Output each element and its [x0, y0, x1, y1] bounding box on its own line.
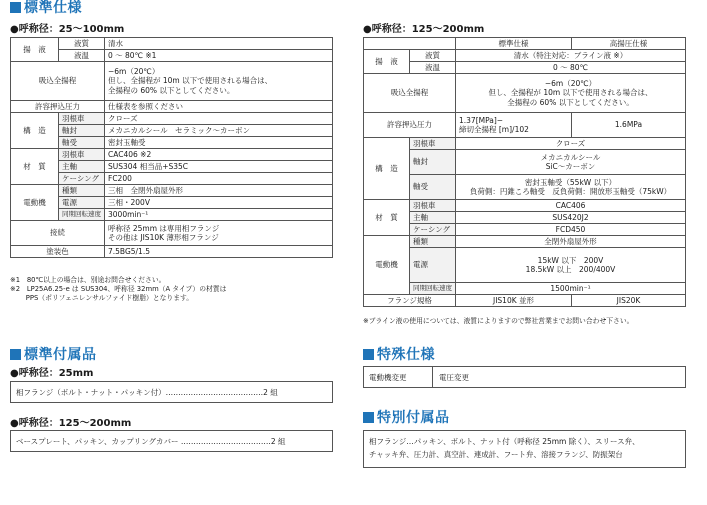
- value-cell: 密封玉軸受（55kW 以下） 負荷側：円錐ころ軸受 反負荷側：開放形玉軸受（75kW）: [456, 175, 686, 200]
- header-high-pressure: 高揚圧仕様: [572, 38, 686, 50]
- group-cell: 揚 液: [11, 38, 59, 62]
- special-spec-box: [363, 366, 686, 388]
- value-cell: SUS420J2: [456, 212, 686, 224]
- special-spec-motor: 電動機変更: [369, 372, 407, 382]
- accessory-sub-25: ●呼称径：25mm: [10, 368, 94, 379]
- value-cell: クローズ: [105, 113, 333, 125]
- sub-cell: 液質: [59, 38, 105, 50]
- value-cell: メカニカルシール セラミック〜カーボン: [105, 125, 333, 137]
- value-cell: 清水: [105, 38, 333, 50]
- value-cell: クローズ: [456, 138, 686, 150]
- group-cell: 構 造: [11, 113, 59, 149]
- value-cell: −6m（20℃） 但し、全揚程が 10m 以下で使用される場合は、 全揚程の 60% 以下としてください。: [456, 74, 686, 113]
- sub-cell: 液質: [410, 50, 456, 62]
- group-cell: 電動機: [11, 185, 59, 221]
- value-cell: 1.6MPa: [572, 113, 686, 138]
- footnotes-left: ※1 80℃以上の場合は、別途お問合せください。 ※2 LP25A6.25-e は SUS304、呼称径 32mm（A タイプ）の材質は PPS（ポリフェニレンサルファイド樹脂）となります。: [10, 276, 227, 303]
- sub-cell: 羽根車: [410, 138, 456, 150]
- value-cell: 呼称径 25mm は専用相フランジ その他は JIS10K 薄形相フランジ: [105, 221, 333, 246]
- value-cell: CAC406: [456, 200, 686, 212]
- sub-cell: 液温: [410, 62, 456, 74]
- value-cell: FCD450: [456, 224, 686, 236]
- value-cell: 15kW 以下 200V 18.5kW 以上 200/400V: [456, 248, 686, 283]
- group-cell: 揚 液: [364, 50, 410, 74]
- sub-cell: 主軸: [410, 212, 456, 224]
- section-title-optional-accessories: 特別付属品: [363, 407, 450, 427]
- value-cell: 全閉外扇屋外形: [456, 236, 686, 248]
- group-cell: 材 質: [11, 149, 59, 185]
- value-cell: 1500min⁻¹: [456, 283, 686, 295]
- group-cell: 許容押込圧力: [11, 101, 105, 113]
- accessory-sub-125: ●呼称径：125～200mm: [10, 418, 132, 429]
- sub-cell: 同期回転速度: [410, 283, 456, 295]
- value-cell: メカニカルシール SiC〜カーボン: [456, 150, 686, 175]
- sub-cell: 電源: [410, 248, 456, 283]
- sub-cell: 電源: [59, 197, 105, 209]
- sub-cell: 主軸: [59, 161, 105, 173]
- accessory-box-25: 相フランジ（ボルト・ナット・パッキン付）…………………………………2 組: [10, 381, 333, 403]
- diameter-label-right: ●呼称径：125～200mm: [363, 24, 485, 35]
- sub-cell: 軸受: [59, 137, 105, 149]
- value-cell: SUS304 相当品+S35C: [105, 161, 333, 173]
- sub-cell: 同期回転速度: [59, 209, 105, 221]
- group-cell: 接続: [11, 221, 105, 246]
- group-cell: 吸込全揚程: [364, 74, 456, 113]
- spec-table-right: [363, 37, 686, 307]
- sub-cell: 羽根車: [410, 200, 456, 212]
- sub-cell: 軸受: [410, 175, 456, 200]
- sub-cell: 軸封: [410, 150, 456, 175]
- header-standard: 標準仕様: [456, 38, 572, 50]
- value-cell: FC200: [105, 173, 333, 185]
- value-cell: JIS20K: [572, 295, 686, 307]
- value-cell: 三相 全閉外扇屋外形: [105, 185, 333, 197]
- value-cell: 密封玉軸受: [105, 137, 333, 149]
- sub-cell: 羽根車: [59, 113, 105, 125]
- header-empty: [364, 38, 456, 50]
- sub-cell: 軸封: [59, 125, 105, 137]
- sub-cell: ケーシング: [59, 173, 105, 185]
- spec-table-left: [10, 37, 333, 258]
- value-cell: 3000min⁻¹: [105, 209, 333, 221]
- group-cell: 電動機: [364, 236, 410, 295]
- sub-cell: 液温: [59, 50, 105, 62]
- value-cell: 0 ～ 80℃ ※1: [105, 50, 333, 62]
- group-cell: 許容押込圧力: [364, 113, 456, 138]
- section-title-special-spec: 特殊仕様: [363, 344, 435, 364]
- optional-accessories-box: 相フランジ…パッキン、ボルト、ナット付（呼称径 25mm 除く）、スリース弁、 チャッキ弁、圧力計、真空計、連成計、フート弁、溶接フランジ、防振架台: [363, 430, 686, 468]
- value-cell: 三相・200V: [105, 197, 333, 209]
- group-cell: 構 造: [364, 138, 410, 200]
- footnote-right: ※ブライン液の使用については、液質によりますので弊社営業までお問い合わせ下さい。: [363, 317, 634, 325]
- value-cell: JIS10K 並形: [456, 295, 572, 307]
- value-cell: 清水（特注対応：ブライン液 ※）: [456, 50, 686, 62]
- value-cell: CAC406 ※2: [105, 149, 333, 161]
- group-cell: 塗装色: [11, 246, 105, 258]
- special-spec-voltage: 電圧変更: [439, 372, 469, 382]
- value-cell: 1.37[MPa]− 締切全揚程 [m]/102: [456, 113, 572, 138]
- group-cell: 吸込全揚程: [11, 62, 105, 101]
- diameter-label-left: ●呼称径：25～100mm: [10, 24, 125, 35]
- sub-cell: 種類: [410, 236, 456, 248]
- sub-cell: ケーシング: [410, 224, 456, 236]
- section-title-standard-accessories: 標準付属品: [10, 344, 97, 364]
- value-cell: −6m（20℃） 但し、全揚程が 10m 以下で使用される場合は、 全揚程の 60% 以下としてください。: [105, 62, 333, 101]
- group-cell: 材 質: [364, 200, 410, 236]
- value-cell: 仕様表を参照ください: [105, 101, 333, 113]
- value-cell: 0 ～ 80℃: [456, 62, 686, 74]
- accessory-box-125: ベースプレート、パッキン、カップリングカバー ………………………………2 組: [10, 430, 333, 452]
- sub-cell: 羽根車: [59, 149, 105, 161]
- group-cell: フランジ規格: [364, 295, 456, 307]
- value-cell: 7.5BG5/1.5: [105, 246, 333, 258]
- sub-cell: 種類: [59, 185, 105, 197]
- section-title-standard-spec: 標準仕様: [10, 0, 82, 17]
